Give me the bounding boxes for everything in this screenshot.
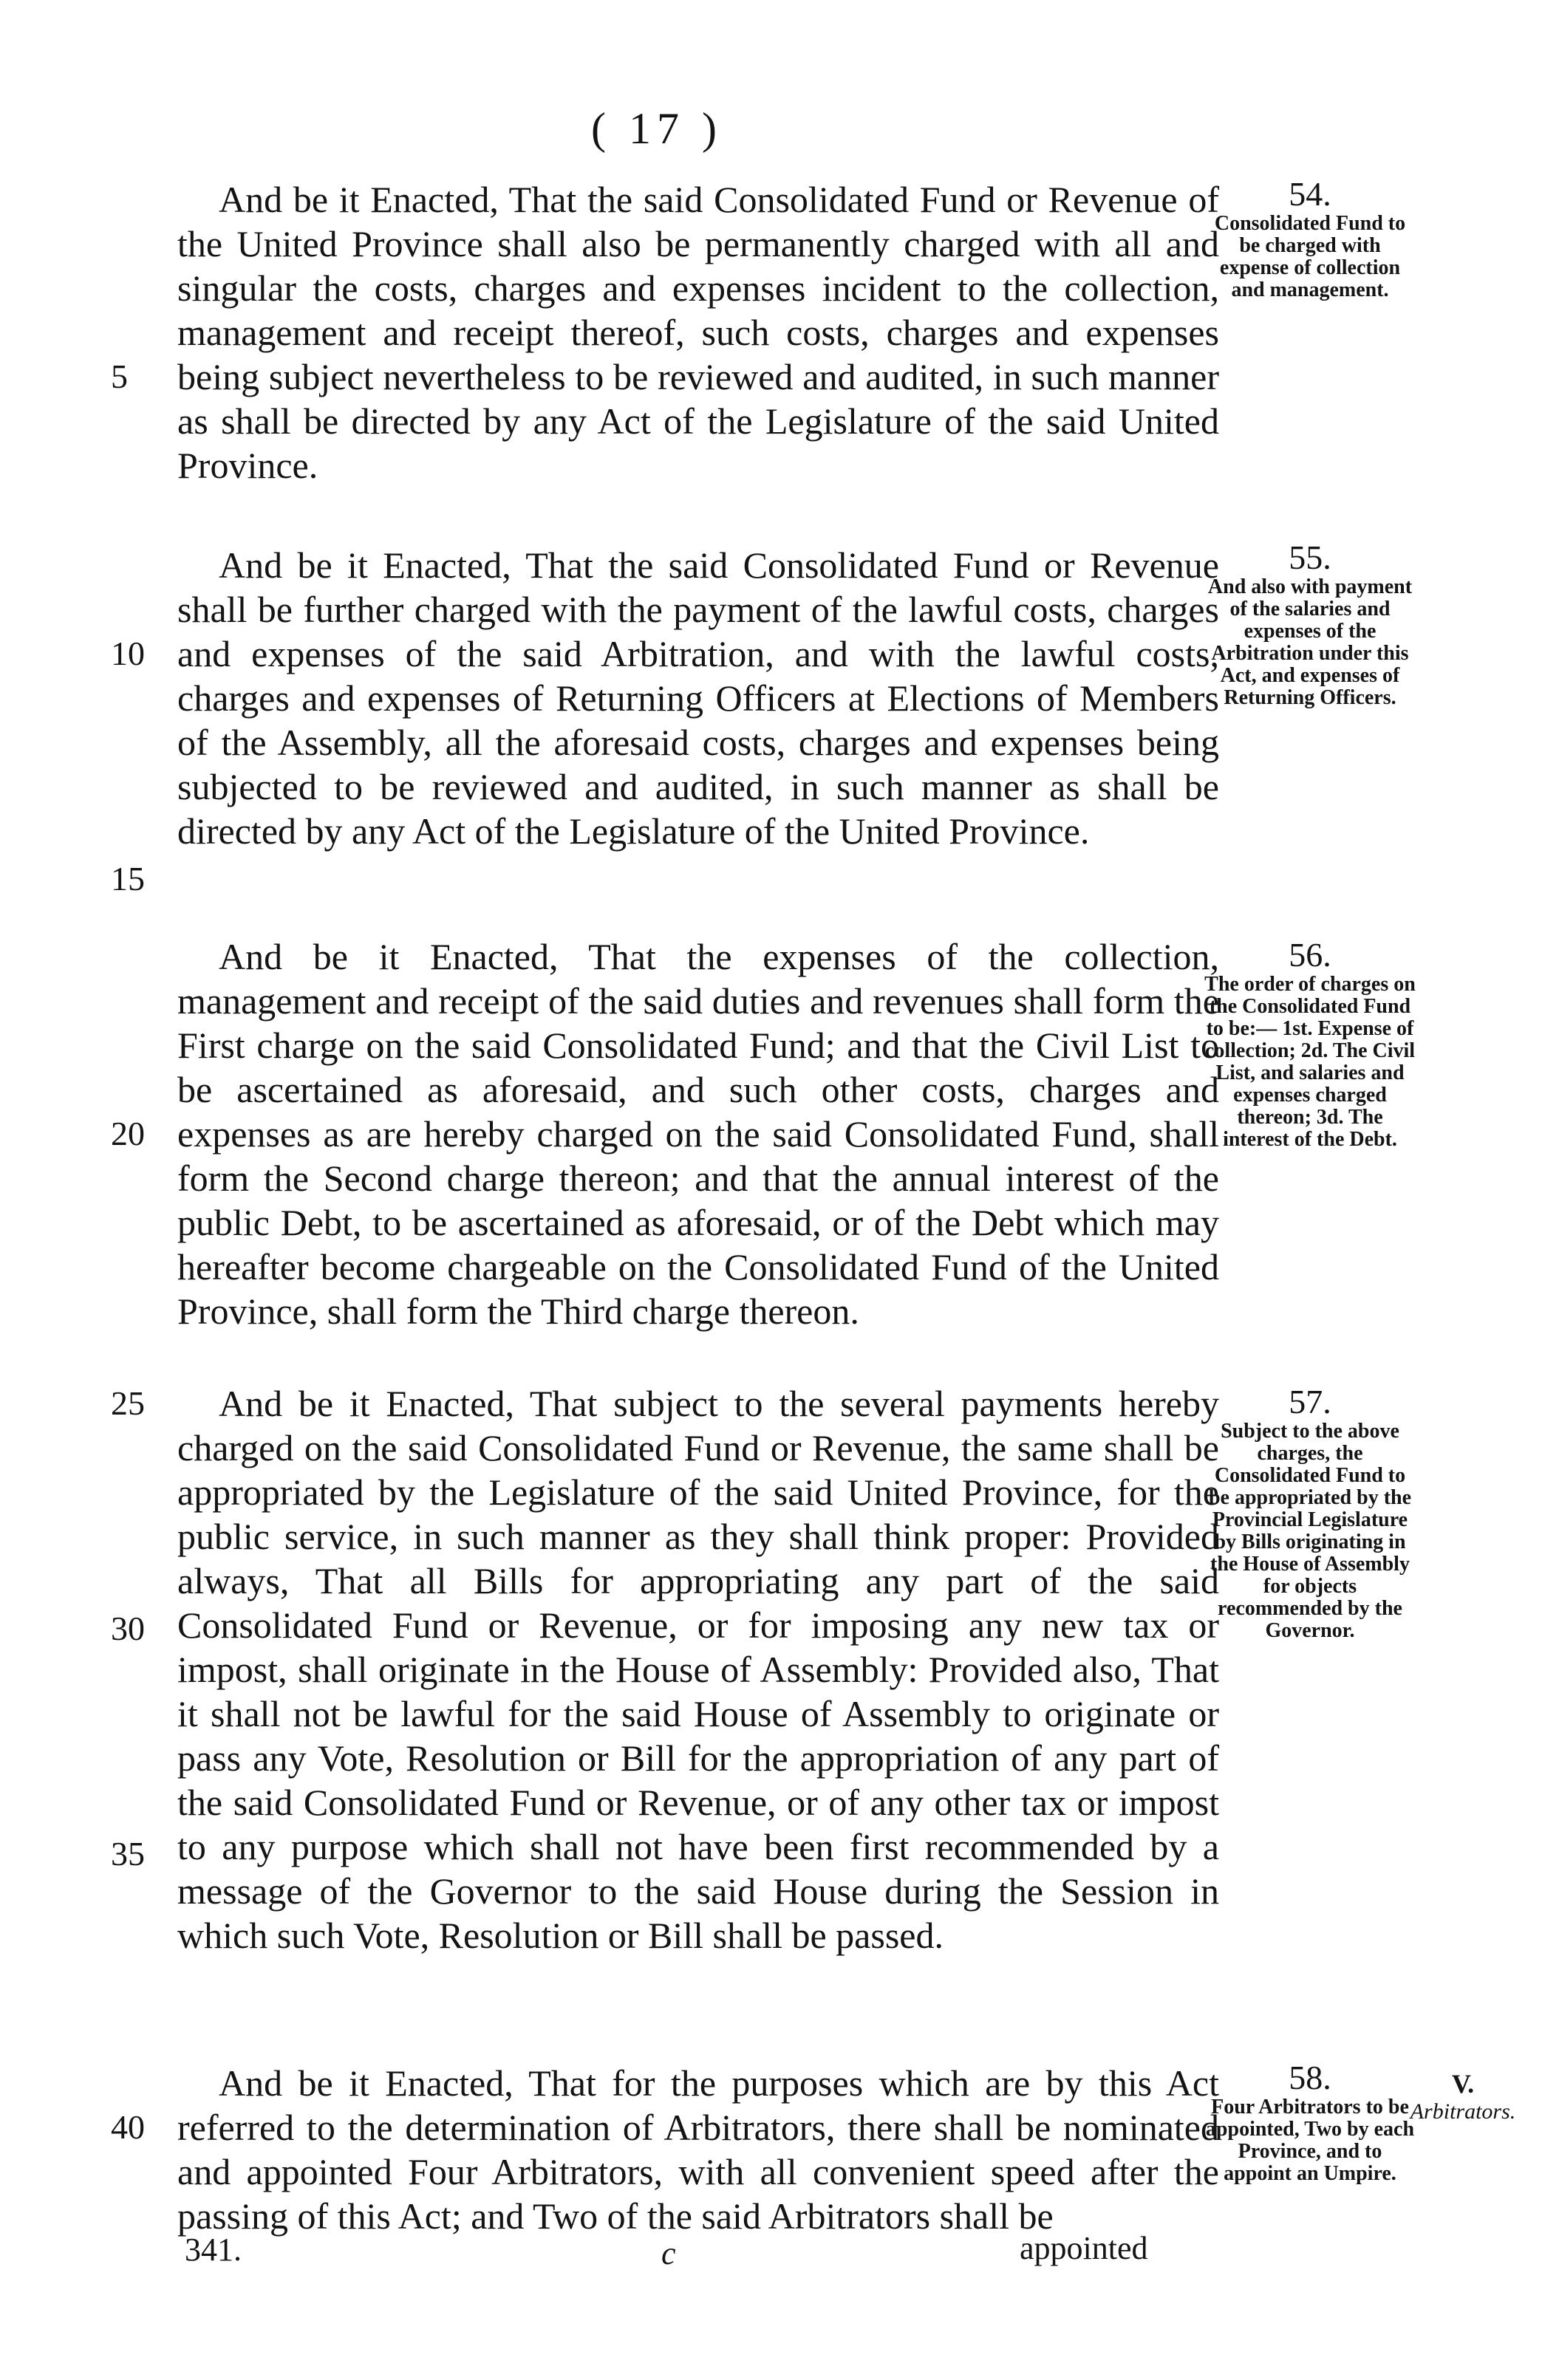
part-label: Arbitrators. <box>1410 2099 1516 2124</box>
margin-text-58: Four Arbitrators to be appointed, Two by each Province, and to appoint an Umpire. <box>1205 2096 1415 2185</box>
section-57-text: And be it Enacted, That subject to the several payments hereby charged on the said Consolidated Fund or Revenue, the same shall be appropriated by the Legislature of the said United Province, for the public service, in such manner as they shall think proper: Provided always, That all Bills for appropriating any part of the said Consolidated Fund or Revenue, or for imposing any new tax or impost, shall originate in the House of Assembly: Provided also, That it shall not be lawful for the said House of Assembly to originate or pass any Vote, Resolution or Bill for the appropriation of any part of the said Consolidated Fund or Revenue, or of any other tax or impost to any purpose which shall not have been first recommended by a message of the Governor to the said House during the Session in which such Vote, Resolution or Bill shall be passed. <box>177 1383 1219 1956</box>
section-55-text: And be it Enacted, That the said Consolidated Fund or Revenue shall be further charged with the payment of the lawful costs, charges and expenses of the said Arbitration, and with the lawful costs, charges and expenses of Returning Officers at Elections of Members of the Assembly, all the aforesaid costs, charges and expenses being subjected to be reviewed and audited, in such manner as shall be directed by any Act of the Legislature of the United Province. <box>177 544 1219 852</box>
section-56-text: And be it Enacted, That the expenses of the collection, management and receipt of the said duties and revenues shall form the First charge on the said Consolidated Fund; and that the Civil List to be ascertained as aforesaid, and such other costs, charges and expenses as are hereby charged on the said Consolidated Fund, shall form the Second charge thereon; and that the annual interest of the public Debt, to be ascertained as aforesaid, or of the Debt which may hereafter become chargeable on the Consolidated Fund of the United Province, shall form the Third charge thereon. <box>177 936 1219 1332</box>
line-number: 35 <box>111 1835 145 1873</box>
margin-number-56: 56. <box>1289 936 1331 974</box>
section-54 <box>177 177 1219 488</box>
signature-mark: 341. <box>185 2232 242 2268</box>
line-number: 30 <box>111 1610 145 1647</box>
line-number: 25 <box>111 1384 145 1422</box>
section-56 <box>177 934 1219 1333</box>
margin-note-56 <box>1203 938 1417 1151</box>
margin-number-54: 54. <box>1289 175 1331 213</box>
margin-text-56: The order of charges on the Consolidated Fund to be:— 1st. Expense of collection; 2d. The Civil List, and salaries and expenses charged thereon; 3d. The interest of the Debt. <box>1204 973 1416 1151</box>
page-number: ( 17 ) <box>591 104 723 153</box>
margin-text-55: And also with payment of the salaries and expenses of the Arbitration under this Act, and expenses of Returning Officers. <box>1207 575 1413 709</box>
section-58-text: And be it Enacted, That for the purposes which are by this Act referred to the determination of Arbitrators, there shall be nominated and appointed Four Arbitrators, with all convenient speed after the passing of this Act; and Two of the said Arbitrators shall be <box>177 2062 1219 2237</box>
line-number: 40 <box>111 2108 145 2146</box>
section-54-text: And be it Enacted, That the said Consolidated Fund or Revenue of the United Province shall also be permanently charged with all and singular the costs, charges and expenses incident to the collection, management and receipt thereof, such costs, charges and expenses being subject nevertheless to be reviewed and audited, in such manner as shall be directed by any Act of the Legislature of the said United Province. <box>177 179 1219 486</box>
signature-letter: c <box>661 2235 676 2271</box>
margin-number-58: 58. <box>1289 2059 1331 2096</box>
margin-number-55: 55. <box>1289 538 1331 576</box>
margin-number-57: 57. <box>1289 1383 1331 1420</box>
margin-note-58 <box>1203 2061 1417 2185</box>
line-number: 10 <box>111 635 145 672</box>
line-number: 20 <box>111 1115 145 1152</box>
catchword: appointed <box>1020 2230 1148 2266</box>
line-number: 5 <box>111 358 128 395</box>
margin-note-57 <box>1203 1385 1417 1642</box>
margin-note-55 <box>1203 538 1417 709</box>
line-number: 15 <box>111 860 145 897</box>
part-heading <box>1389 2068 1537 2124</box>
part-number: V. <box>1451 2069 1475 2099</box>
section-57 <box>177 1381 1219 1957</box>
margin-note-54 <box>1203 177 1417 301</box>
section-58 <box>177 2061 1219 2238</box>
section-55 <box>177 543 1219 853</box>
margin-text-54: Consolidated Fund to be charged with expense of collection and management. <box>1214 212 1406 301</box>
margin-text-57: Subject to the above charges, the Consolidated Fund to be appropriated by the Provincial Legislature by Bills originating in the House of Assembly for objects recommended by the Governor. <box>1208 1420 1412 1642</box>
